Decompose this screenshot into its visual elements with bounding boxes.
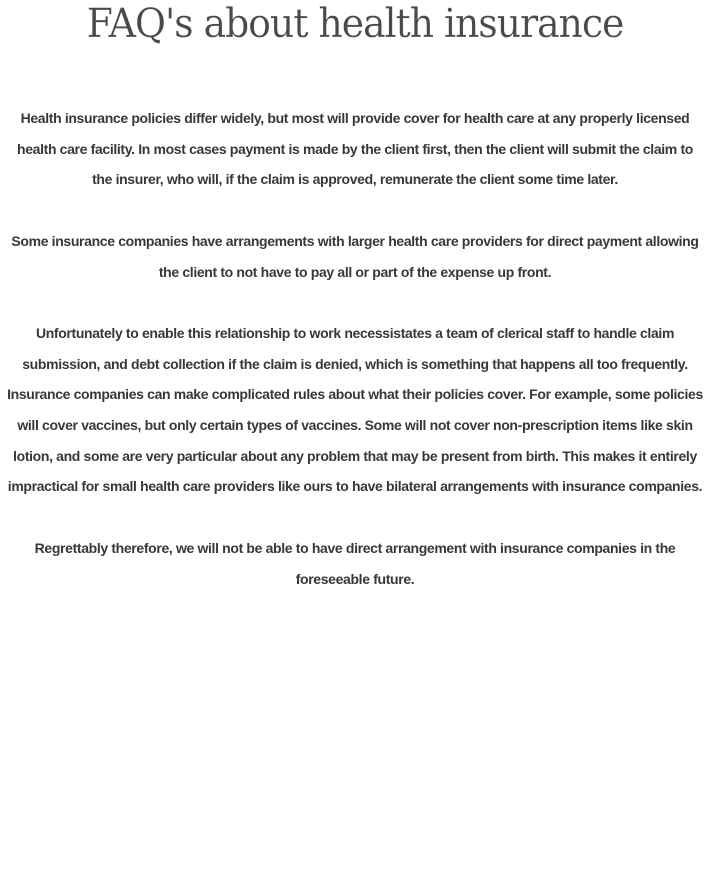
page-title: FAQ's about health insurance — [86, 1, 624, 47]
paragraph-conclusion: Regrettably therefore, we will not be able to have direct arrangement with insurance companies in the foreseeable future. — [34, 539, 676, 587]
paragraph-impracticality: Unfortunately to enable this relationship to work necessistates a team of clerical staff to handle claim submission, and debt collection if the claim is denied, which is something that happens all too frequently. Insurance companies can make complicated rules about what their policies cover. For example, some policies will cover vaccines, but only certain types of vaccines. Some will not cover non-prescription items like skin lotion, and some are very particular about any problem that may be present from birth. This makes it entirely impractical for small health care providers like ours to have bilateral arrangements with insurance companies. — [7, 324, 703, 495]
paragraph-policy-coverage: Health insurance policies differ widely, but most will provide cover for health care at any properly licensed health care facility. In most cases payment is made by the client first, then the client will submit the claim to the insurer, who will, if the claim is approved, remunerate the client some time later. — [17, 110, 693, 188]
faq-content — [0, 103, 710, 625]
paragraph-direct-payment: Some insurance companies have arrangements with larger health care providers for direct payment allowing the client to not have to pay all or part of the expense up front. — [11, 232, 699, 280]
